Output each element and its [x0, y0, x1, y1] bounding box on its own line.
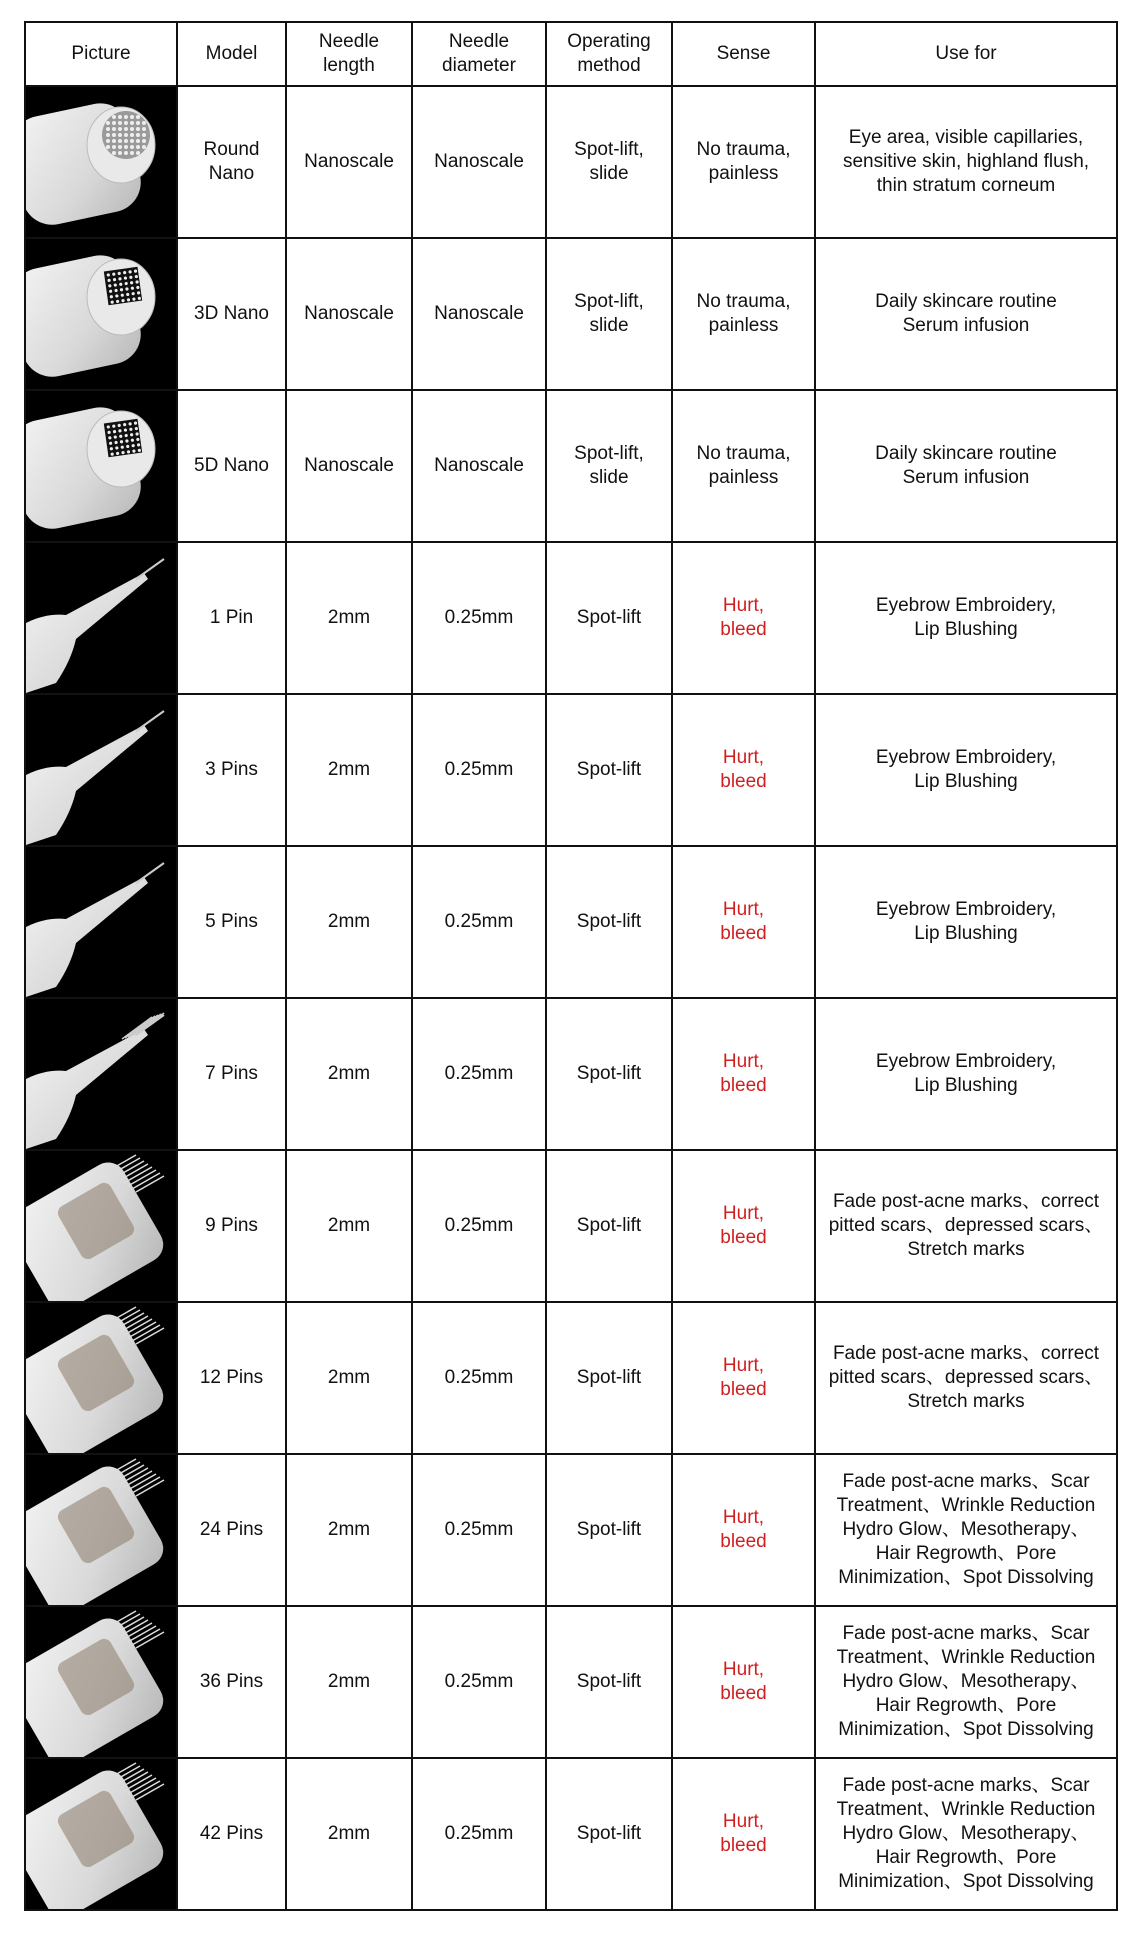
- header-needle-diameter: Needle diameter: [412, 22, 546, 86]
- use-for-cell: Eyebrow Embroidery, Lip Blushing: [815, 846, 1117, 998]
- needle-length-cell: 2mm: [286, 1606, 412, 1758]
- sense-cell: Hurt, bleed: [672, 542, 815, 694]
- model-cell: 9 Pins: [177, 1150, 286, 1302]
- needle-length-cell: 2mm: [286, 1454, 412, 1606]
- sense-cell: Hurt, bleed: [672, 1758, 815, 1910]
- needle-length-cell: 2mm: [286, 1302, 412, 1454]
- product-picture: [25, 694, 177, 846]
- use-for-cell: Fade post-acne marks、correct pitted scars、depressed scars、 Stretch marks: [815, 1302, 1117, 1454]
- round-nano-cartridge-image: [26, 87, 176, 237]
- sense-cell: Hurt, bleed: [672, 1454, 815, 1606]
- table-row: [25, 1606, 1117, 1758]
- product-picture: [25, 998, 177, 1150]
- 3-pins-cartridge-image: [26, 695, 176, 845]
- table-row: [25, 390, 1117, 542]
- sense-cell: No trauma, painless: [672, 390, 815, 542]
- operating-method-cell: Spot-lift, slide: [546, 86, 672, 238]
- product-picture: [25, 846, 177, 998]
- needle-length-cell: Nanoscale: [286, 86, 412, 238]
- model-cell: 5 Pins: [177, 846, 286, 998]
- use-for-cell: Fade post-acne marks、Scar Treatment、Wrinkle Reduction Hydro Glow、Mesotherapy、 Hair Regrowth、Pore Minimization、Spot Dissolving: [815, 1454, 1117, 1606]
- product-picture: [25, 1606, 177, 1758]
- model-cell: 3D Nano: [177, 238, 286, 390]
- header-model: Model: [177, 22, 286, 86]
- operating-method-cell: Spot-lift: [546, 1606, 672, 1758]
- use-for-cell: Fade post-acne marks、Scar Treatment、Wrinkle Reduction Hydro Glow、Mesotherapy、 Hair Regrowth、Pore Minimization、Spot Dissolving: [815, 1758, 1117, 1910]
- needle-length-cell: 2mm: [286, 1150, 412, 1302]
- operating-method-cell: Spot-lift: [546, 998, 672, 1150]
- needle-diameter-cell: 0.25mm: [412, 1606, 546, 1758]
- 5-pins-cartridge-image: [26, 847, 176, 997]
- table-row: [25, 86, 1117, 238]
- operating-method-cell: Spot-lift: [546, 694, 672, 846]
- product-picture: [25, 1150, 177, 1302]
- header-sense: Sense: [672, 22, 815, 86]
- needle-diameter-cell: Nanoscale: [412, 238, 546, 390]
- use-for-cell: Eyebrow Embroidery, Lip Blushing: [815, 998, 1117, 1150]
- operating-method-cell: Spot-lift: [546, 1150, 672, 1302]
- model-cell: 36 Pins: [177, 1606, 286, 1758]
- model-cell: 1 Pin: [177, 542, 286, 694]
- use-for-cell: Eye area, visible capillaries, sensitive skin, highland flush, thin stratum corneum: [815, 86, 1117, 238]
- model-cell: Round Nano: [177, 86, 286, 238]
- model-cell: 7 Pins: [177, 998, 286, 1150]
- product-picture: [25, 390, 177, 542]
- table-row: [25, 1302, 1117, 1454]
- use-for-cell: Fade post-acne marks、Scar Treatment、Wrinkle Reduction Hydro Glow、Mesotherapy、 Hair Regrowth、Pore Minimization、Spot Dissolving: [815, 1606, 1117, 1758]
- needle-diameter-cell: 0.25mm: [412, 846, 546, 998]
- product-picture: [25, 1758, 177, 1910]
- needle-diameter-cell: Nanoscale: [412, 86, 546, 238]
- needle-diameter-cell: 0.25mm: [412, 1150, 546, 1302]
- sense-cell: Hurt, bleed: [672, 846, 815, 998]
- sense-cell: Hurt, bleed: [672, 694, 815, 846]
- header-picture: Picture: [25, 22, 177, 86]
- product-picture: [25, 238, 177, 390]
- needle-length-cell: 2mm: [286, 1758, 412, 1910]
- table-row: [25, 542, 1117, 694]
- header-needle-length: Needle length: [286, 22, 412, 86]
- needle-length-cell: 2mm: [286, 542, 412, 694]
- needle-diameter-cell: 0.25mm: [412, 1454, 546, 1606]
- 42-pins-cartridge-image: [26, 1759, 176, 1909]
- model-cell: 5D Nano: [177, 390, 286, 542]
- use-for-cell: Daily skincare routine Serum infusion: [815, 238, 1117, 390]
- table-row: [25, 1150, 1117, 1302]
- 36-pins-cartridge-image: [26, 1607, 176, 1757]
- 5d-nano-cartridge-image: [26, 391, 176, 541]
- table-row: [25, 846, 1117, 998]
- table-row: [25, 998, 1117, 1150]
- needle-diameter-cell: 0.25mm: [412, 1302, 546, 1454]
- sense-cell: No trauma, painless: [672, 238, 815, 390]
- header-use-for: Use for: [815, 22, 1117, 86]
- model-cell: 3 Pins: [177, 694, 286, 846]
- needle-diameter-cell: 0.25mm: [412, 998, 546, 1150]
- needle-length-cell: 2mm: [286, 998, 412, 1150]
- needle-diameter-cell: 0.25mm: [412, 694, 546, 846]
- operating-method-cell: Spot-lift: [546, 1758, 672, 1910]
- 24-pins-cartridge-image: [26, 1455, 176, 1605]
- table-row: [25, 1454, 1117, 1606]
- header-operating-method: Operating method: [546, 22, 672, 86]
- 3d-nano-cartridge-image: [26, 239, 176, 389]
- operating-method-cell: Spot-lift: [546, 846, 672, 998]
- needle-diameter-cell: Nanoscale: [412, 390, 546, 542]
- needle-cartridge-table: [24, 21, 1118, 1911]
- model-cell: 24 Pins: [177, 1454, 286, 1606]
- product-picture: [25, 542, 177, 694]
- table-header-row: [25, 22, 1117, 86]
- use-for-cell: Eyebrow Embroidery, Lip Blushing: [815, 542, 1117, 694]
- needle-length-cell: 2mm: [286, 846, 412, 998]
- product-picture: [25, 1302, 177, 1454]
- sense-cell: Hurt, bleed: [672, 1302, 815, 1454]
- sense-cell: No trauma, painless: [672, 86, 815, 238]
- table-row: [25, 1758, 1117, 1910]
- sense-cell: Hurt, bleed: [672, 1150, 815, 1302]
- product-picture: [25, 1454, 177, 1606]
- product-picture: [25, 86, 177, 238]
- operating-method-cell: Spot-lift: [546, 542, 672, 694]
- operating-method-cell: Spot-lift, slide: [546, 390, 672, 542]
- 7-pins-cartridge-image: [26, 999, 176, 1149]
- needle-length-cell: Nanoscale: [286, 390, 412, 542]
- product-comparison-table-wrapper: [24, 21, 1116, 1911]
- needle-diameter-cell: 0.25mm: [412, 542, 546, 694]
- model-cell: 12 Pins: [177, 1302, 286, 1454]
- 1-pin-cartridge-image: [26, 543, 176, 693]
- table-row: [25, 694, 1117, 846]
- operating-method-cell: Spot-lift: [546, 1302, 672, 1454]
- operating-method-cell: Spot-lift, slide: [546, 238, 672, 390]
- operating-method-cell: Spot-lift: [546, 1454, 672, 1606]
- needle-diameter-cell: 0.25mm: [412, 1758, 546, 1910]
- use-for-cell: Eyebrow Embroidery, Lip Blushing: [815, 694, 1117, 846]
- use-for-cell: Fade post-acne marks、correct pitted scars、depressed scars、 Stretch marks: [815, 1150, 1117, 1302]
- use-for-cell: Daily skincare routine Serum infusion: [815, 390, 1117, 542]
- sense-cell: Hurt, bleed: [672, 998, 815, 1150]
- 9-pins-cartridge-image: [26, 1151, 176, 1301]
- needle-length-cell: 2mm: [286, 694, 412, 846]
- needle-length-cell: Nanoscale: [286, 238, 412, 390]
- model-cell: 42 Pins: [177, 1758, 286, 1910]
- table-row: [25, 238, 1117, 390]
- table-body: [25, 86, 1117, 1910]
- 12-pins-cartridge-image: [26, 1303, 176, 1453]
- sense-cell: Hurt, bleed: [672, 1606, 815, 1758]
